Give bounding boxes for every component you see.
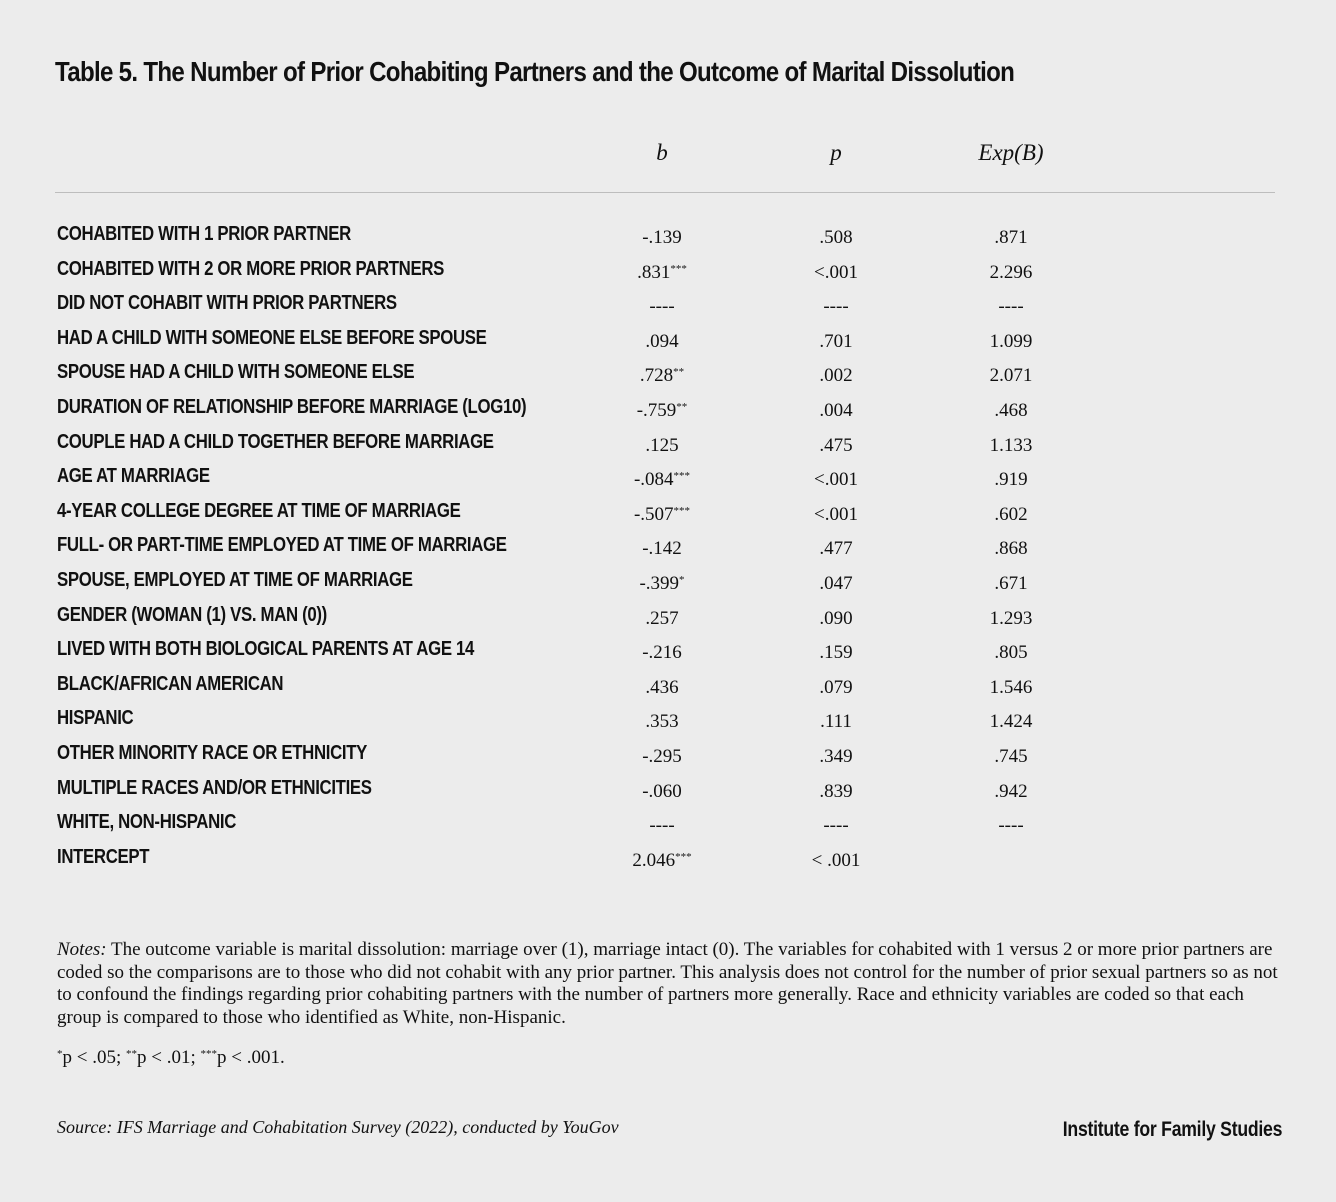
cell-exp-b: 1.133 [989, 434, 1033, 456]
cell-b [592, 223, 732, 253]
cell-b [592, 431, 732, 461]
table-row [0, 323, 1336, 358]
significance-marker: ** [676, 400, 688, 413]
cell-p: < .001 [811, 849, 861, 871]
cell-exp-b: .671 [994, 572, 1028, 594]
significance-marker: * [679, 573, 685, 586]
cell-p: ---- [823, 815, 849, 837]
row-label: SPOUSE HAD A CHILD WITH SOMEONE ELSE [57, 361, 415, 384]
significance-marker: *** [673, 470, 691, 483]
table-row [0, 773, 1336, 808]
column-header-exp-b: Exp(B) [978, 140, 1044, 165]
column-header-p: p [830, 140, 842, 165]
table-row [0, 530, 1336, 565]
cell-p: .004 [819, 399, 853, 421]
cell-exp-b: .805 [994, 642, 1028, 664]
cell-p: .475 [819, 434, 853, 456]
row-label: DURATION OF RELATIONSHIP BEFORE MARRIAGE (LOG10) [57, 395, 527, 418]
cell-b [592, 604, 732, 634]
cell-exp-b: 2.071 [989, 365, 1033, 387]
header-divider [55, 192, 1275, 193]
cell-b-value: -.295 [642, 745, 682, 767]
table-row [0, 427, 1336, 462]
table-row [0, 219, 1336, 254]
row-label: GENDER (WOMAN (1) VS. MAN (0)) [57, 603, 327, 626]
cell-b-value: -.139 [642, 227, 682, 248]
cell-b [592, 465, 732, 495]
column-header-b: b [656, 140, 668, 165]
cell-exp-b: 2.296 [989, 261, 1033, 283]
cell-b [592, 534, 732, 564]
significance-legend: *p < .05; **p < .01; ***p < .001. [57, 1047, 285, 1068]
table-row [0, 634, 1336, 669]
row-label: COHABITED WITH 1 PRIOR PARTNER [57, 223, 351, 245]
row-label: MULTIPLE RACES AND/OR ETHNICITIES [57, 776, 372, 799]
cell-b [592, 292, 732, 322]
row-label: DID NOT COHABIT WITH PRIOR PARTNERS [57, 292, 397, 315]
cell-b [592, 396, 732, 426]
cell-b [592, 811, 732, 841]
cell-b-value: .353 [645, 711, 679, 733]
cell-p: .090 [819, 607, 853, 629]
cell-exp-b: .871 [994, 227, 1028, 248]
table-row [0, 842, 1336, 877]
table-row [0, 600, 1336, 635]
row-label: LIVED WITH BOTH BIOLOGICAL PARENTS AT AGE 14 [57, 638, 475, 661]
cell-b-value: -.060 [642, 780, 682, 802]
cell-p: .079 [819, 676, 853, 698]
cell-b-value: -.399 [639, 572, 680, 594]
cell-exp-b: .942 [994, 780, 1028, 802]
significance-marker: *** [673, 504, 691, 517]
cell-b [592, 777, 732, 807]
organization-name: Institute for Family Studies [1062, 1118, 1282, 1141]
cell-exp-b: .868 [994, 538, 1028, 560]
cell-p: ---- [823, 296, 849, 318]
cell-b [592, 707, 732, 737]
table-row [0, 738, 1336, 773]
row-label: 4-YEAR COLLEGE DEGREE AT TIME OF MARRIAGE [57, 499, 461, 522]
cell-b-value: .728 [639, 365, 674, 387]
row-label: INTERCEPT [57, 845, 150, 868]
table-row [0, 254, 1336, 289]
cell-p: .701 [819, 330, 853, 352]
cell-p: .349 [819, 745, 853, 767]
cell-b-value: .125 [645, 434, 679, 456]
row-label: COUPLE HAD A CHILD TOGETHER BEFORE MARRIAGE [57, 430, 494, 453]
cell-p: .477 [819, 538, 853, 560]
row-label: OTHER MINORITY RACE OR ETHNICITY [57, 741, 368, 764]
table-row [0, 565, 1336, 600]
significance-marker: *** [675, 850, 692, 863]
cell-b [592, 500, 732, 530]
cell-b [592, 742, 732, 772]
cell-p: <.001 [814, 503, 858, 525]
cell-b [592, 361, 732, 391]
cell-b-value: -.084 [633, 469, 674, 491]
cell-b-value: .436 [645, 676, 679, 698]
cell-b-value: .257 [645, 607, 679, 629]
cell-p: .508 [819, 227, 853, 248]
cell-p: .047 [819, 572, 853, 594]
source-note: Source: IFS Marriage and Cohabitation Survey (2022), conducted by YouGov [57, 1117, 619, 1137]
table-row [0, 392, 1336, 427]
cell-p: <.001 [814, 469, 858, 491]
table-row [0, 357, 1336, 392]
table-row [0, 461, 1336, 496]
cell-p: <.001 [814, 261, 858, 283]
cell-exp-b: .468 [994, 399, 1028, 421]
table-row [0, 288, 1336, 323]
cell-exp-b: 1.424 [989, 711, 1033, 733]
cell-exp-b: 1.293 [989, 607, 1033, 629]
row-label: BLACK/AFRICAN AMERICAN [57, 672, 284, 695]
row-label: SPOUSE, EMPLOYED AT TIME OF MARRIAGE [57, 568, 413, 591]
cell-p: .111 [820, 711, 852, 733]
significance-marker: ** [673, 366, 685, 379]
cell-b [592, 327, 732, 357]
cell-exp-b: .602 [994, 503, 1028, 525]
cell-b [592, 569, 732, 599]
table-title: Table 5. The Number of Prior Cohabiting Partners and the Outcome of Marital Dissolution [55, 56, 1015, 87]
cell-b-value: -.507 [633, 503, 674, 525]
cell-b-value: -.759 [636, 399, 677, 421]
cell-b [592, 673, 732, 703]
table-row [0, 669, 1336, 704]
cell-b-value: .094 [645, 330, 679, 352]
cell-b [592, 638, 732, 668]
cell-p: .839 [819, 780, 853, 802]
row-label: AGE AT MARRIAGE [57, 465, 210, 488]
cell-exp-b: ---- [998, 815, 1024, 837]
table-notes [57, 939, 1287, 1029]
cell-exp-b: 1.099 [989, 330, 1033, 352]
cell-b-value: -.142 [642, 538, 682, 560]
table-body [0, 219, 1336, 876]
significance-marker: *** [670, 262, 687, 275]
cell-b [592, 258, 732, 288]
notes-text: The outcome variable is marital dissolution: marriage over (1), marriage intact (0). The variables for cohabited with 1 versus 2 or more prior partners are coded so the comparisons are to those who did not cohabit with any prior partner. This analysis does not control for the number of prior sexual partners so as not to confound the findings regarding prior cohabiting partners with the number of partners more generally. Race and ethnicity variables are coded so that each group is compared to those who identified as White, non-Hispanic. [57, 939, 1278, 1028]
row-label: HAD A CHILD WITH SOMEONE ELSE BEFORE SPOUSE [57, 326, 487, 349]
cell-b-value: -.216 [642, 642, 682, 664]
cell-b-value: ---- [649, 815, 675, 837]
row-label: COHABITED WITH 2 OR MORE PRIOR PARTNERS [57, 257, 445, 280]
cell-exp-b: .745 [994, 745, 1028, 767]
cell-b-value: ---- [649, 296, 675, 318]
table-row [0, 703, 1336, 738]
cell-b-value: 2.046 [632, 849, 676, 871]
table-row [0, 807, 1336, 842]
row-label: WHITE, NON-HISPANIC [57, 811, 237, 834]
notes-lead: Notes: [57, 939, 107, 960]
table-row [0, 496, 1336, 531]
cell-p: .002 [819, 365, 853, 387]
row-label: FULL- OR PART-TIME EMPLOYED AT TIME OF MARRIAGE [57, 534, 507, 557]
cell-p: .159 [819, 642, 853, 664]
cell-b-value: .831 [637, 261, 671, 283]
cell-exp-b: 1.546 [989, 676, 1033, 698]
cell-b [592, 846, 732, 876]
cell-exp-b: .919 [994, 469, 1028, 491]
cell-exp-b: ---- [998, 296, 1024, 318]
row-label: HISPANIC [57, 707, 134, 730]
